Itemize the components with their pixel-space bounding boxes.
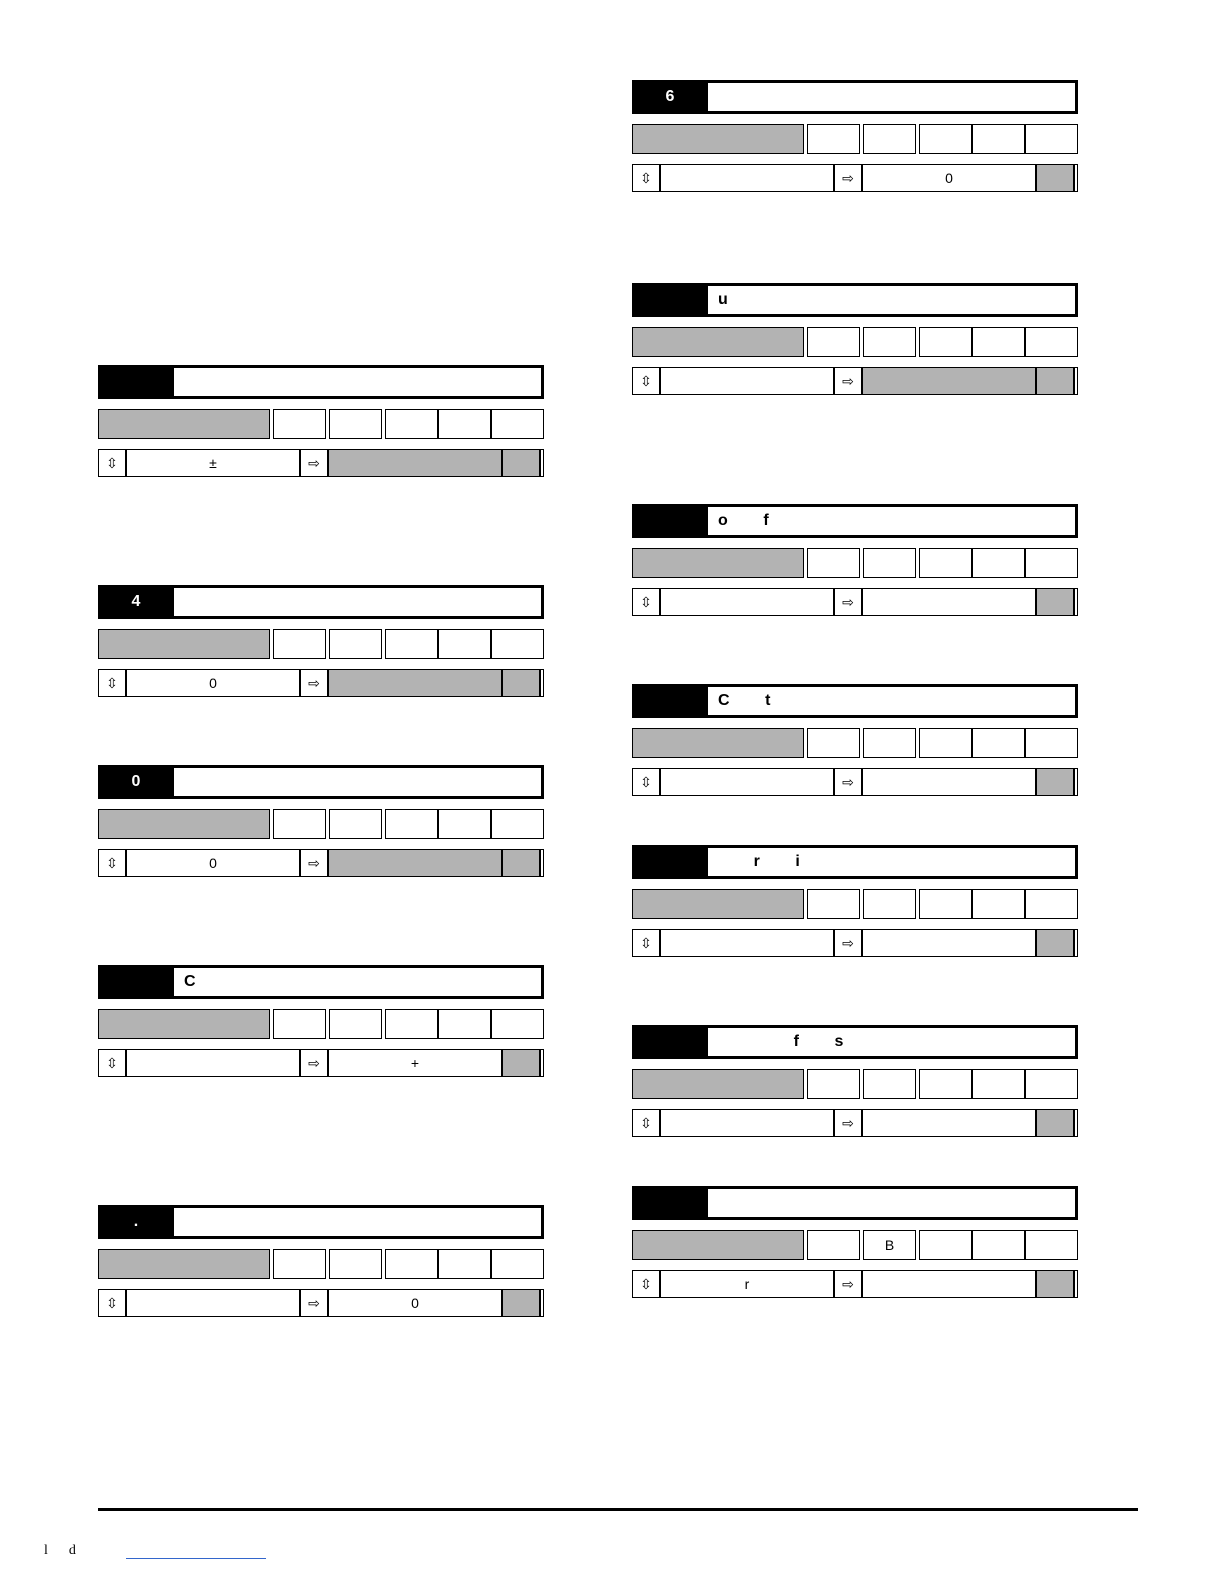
- coding-cell: [972, 889, 1025, 919]
- parameter-title: C t: [718, 692, 771, 709]
- grey-end-cell: [502, 849, 540, 877]
- parameter-block: [632, 684, 1078, 798]
- coding-cell: [972, 327, 1025, 357]
- parameter-number: [632, 684, 708, 718]
- range-row: [632, 588, 1078, 616]
- parameter-number: .: [98, 1205, 174, 1239]
- parameter-header: [98, 1205, 544, 1239]
- range-row: [98, 669, 544, 697]
- parameter-number: 6: [632, 80, 708, 114]
- grey-end-cell: [1036, 929, 1074, 957]
- coding-row: [98, 409, 544, 439]
- up-down-arrow-icon: ⇳: [98, 1049, 126, 1077]
- range-value: [660, 768, 834, 796]
- up-down-arrow-icon: ⇳: [632, 367, 660, 395]
- end-border: [540, 1049, 544, 1077]
- parameter-header: [632, 1186, 1078, 1220]
- grey-end-cell: [502, 669, 540, 697]
- coding-cell: [919, 548, 972, 578]
- coding-cell: [385, 629, 438, 659]
- range-row: [98, 449, 544, 477]
- coding-cell: [1025, 889, 1078, 919]
- coding-cell: [1025, 327, 1078, 357]
- range-value: r: [660, 1270, 834, 1298]
- parameter-header: [632, 504, 1078, 538]
- parameter-block: [632, 283, 1078, 397]
- end-border: [1074, 1270, 1078, 1298]
- right-arrow-icon: ⇨: [834, 164, 862, 192]
- coding-cell: [863, 124, 916, 154]
- range-value: [126, 1049, 300, 1077]
- up-down-arrow-icon: ⇳: [632, 1270, 660, 1298]
- parameter-number: 0: [98, 765, 174, 799]
- up-down-arrow-icon: ⇳: [632, 588, 660, 616]
- coding-cell: [329, 1009, 382, 1039]
- coding-grey-cell: [632, 548, 804, 578]
- grey-end-cell: [502, 1049, 540, 1077]
- coding-cell: B: [863, 1230, 916, 1260]
- coding-cell: [972, 728, 1025, 758]
- coding-cell: [919, 124, 972, 154]
- parameter-block: [632, 1186, 1078, 1300]
- range-value: 0: [126, 849, 300, 877]
- coding-cell: [385, 1009, 438, 1039]
- default-value: [862, 1109, 1036, 1137]
- right-arrow-icon: ⇨: [300, 1049, 328, 1077]
- parameter-header: [632, 1025, 1078, 1059]
- default-value: +: [328, 1049, 502, 1077]
- up-down-arrow-icon: ⇳: [98, 849, 126, 877]
- range-value: [660, 588, 834, 616]
- end-border: [540, 449, 544, 477]
- default-value: [862, 588, 1036, 616]
- coding-cell: [273, 1249, 326, 1279]
- coding-row: [632, 1230, 1078, 1260]
- right-arrow-icon: ⇨: [300, 1289, 328, 1317]
- default-value: [862, 367, 1036, 395]
- right-arrow-icon: ⇨: [834, 768, 862, 796]
- parameter-header: [98, 365, 544, 399]
- coding-row: [98, 1009, 544, 1039]
- coding-row: [632, 889, 1078, 919]
- coding-cell: [863, 548, 916, 578]
- coding-cell: [491, 1009, 544, 1039]
- up-down-arrow-icon: ⇳: [632, 929, 660, 957]
- coding-grey-cell: [632, 889, 804, 919]
- default-value: 0: [862, 164, 1036, 192]
- parameter-block: [98, 965, 544, 1079]
- coding-row: [98, 1249, 544, 1279]
- up-down-arrow-icon: ⇳: [98, 449, 126, 477]
- coding-cell: [273, 629, 326, 659]
- default-value: [862, 929, 1036, 957]
- coding-cell: [385, 809, 438, 839]
- coding-cell: [863, 1069, 916, 1099]
- coding-cell: [438, 409, 491, 439]
- end-border: [1074, 164, 1078, 192]
- coding-row: [632, 728, 1078, 758]
- coding-grey-cell: [98, 409, 270, 439]
- coding-cell: [972, 1069, 1025, 1099]
- coding-cell: [1025, 1069, 1078, 1099]
- parameter-title: u: [718, 291, 728, 308]
- coding-cell: [438, 1249, 491, 1279]
- coding-cell: [273, 1009, 326, 1039]
- parameter-header: [98, 965, 544, 999]
- parameter-title: o f: [718, 512, 769, 529]
- coding-cell: [919, 728, 972, 758]
- range-row: [632, 164, 1078, 192]
- parameter-block: [98, 365, 544, 479]
- coding-row: [632, 1069, 1078, 1099]
- coding-grey-cell: [98, 809, 270, 839]
- coding-cell: [329, 1249, 382, 1279]
- range-value: [660, 1109, 834, 1137]
- parameter-header: [98, 585, 544, 619]
- coding-grey-cell: [632, 327, 804, 357]
- parameter-number: [632, 1186, 708, 1220]
- coding-cell: [807, 889, 860, 919]
- right-arrow-icon: ⇨: [300, 849, 328, 877]
- coding-cell: [807, 728, 860, 758]
- right-arrow-icon: ⇨: [834, 1109, 862, 1137]
- parameter-number: [632, 504, 708, 538]
- parameter-title: C: [184, 973, 196, 990]
- default-value: [328, 669, 502, 697]
- parameter-block: [98, 1205, 544, 1319]
- default-value: [328, 449, 502, 477]
- coding-cell: [919, 327, 972, 357]
- range-row: [98, 1049, 544, 1077]
- right-arrow-icon: ⇨: [834, 367, 862, 395]
- coding-cell: [807, 548, 860, 578]
- coding-grey-cell: [632, 124, 804, 154]
- parameter-header: [632, 684, 1078, 718]
- coding-grey-cell: [632, 1069, 804, 1099]
- parameter-block: [632, 1025, 1078, 1139]
- default-value: [328, 849, 502, 877]
- coding-row: [632, 327, 1078, 357]
- parameter-header: [632, 283, 1078, 317]
- coding-cell: [807, 124, 860, 154]
- up-down-arrow-icon: ⇳: [98, 669, 126, 697]
- coding-row: [632, 548, 1078, 578]
- default-value: [862, 1270, 1036, 1298]
- coding-cell: [385, 409, 438, 439]
- coding-cell: [972, 1230, 1025, 1260]
- parameter-title: f s: [718, 1033, 844, 1050]
- coding-cell: [1025, 124, 1078, 154]
- coding-cell: [863, 889, 916, 919]
- parameter-number: [98, 965, 174, 999]
- coding-cell: [329, 409, 382, 439]
- range-value: 0: [126, 669, 300, 697]
- range-row: [632, 1109, 1078, 1137]
- range-value: [660, 929, 834, 957]
- end-border: [540, 849, 544, 877]
- parameter-block: [98, 585, 544, 699]
- range-value: [126, 1289, 300, 1317]
- coding-cell: [863, 327, 916, 357]
- coding-grey-cell: [98, 1249, 270, 1279]
- coding-cell: [385, 1249, 438, 1279]
- default-value: 0: [328, 1289, 502, 1317]
- coding-grey-cell: [632, 1230, 804, 1260]
- coding-cell: [919, 889, 972, 919]
- parameter-block: [632, 845, 1078, 959]
- coding-cell: [1025, 728, 1078, 758]
- default-value: [862, 768, 1036, 796]
- parameter-header: [98, 765, 544, 799]
- parameter-number: 4: [98, 585, 174, 619]
- coding-grey-cell: [632, 728, 804, 758]
- grey-end-cell: [1036, 588, 1074, 616]
- coding-cell: [438, 809, 491, 839]
- range-row: [632, 367, 1078, 395]
- right-arrow-icon: ⇨: [300, 669, 328, 697]
- parameter-block: [632, 80, 1078, 194]
- coding-cell: [438, 629, 491, 659]
- grey-end-cell: [1036, 367, 1074, 395]
- coding-cell: [491, 629, 544, 659]
- grey-end-cell: [502, 449, 540, 477]
- coding-cell: [273, 409, 326, 439]
- right-arrow-icon: ⇨: [300, 449, 328, 477]
- coding-cell: [807, 1069, 860, 1099]
- coding-cell: [863, 728, 916, 758]
- range-row: [632, 1270, 1078, 1298]
- coding-cell: [1025, 1230, 1078, 1260]
- parameter-block: [632, 504, 1078, 618]
- grey-end-cell: [1036, 768, 1074, 796]
- grey-end-cell: [502, 1289, 540, 1317]
- coding-row: [98, 629, 544, 659]
- up-down-arrow-icon: ⇳: [98, 1289, 126, 1317]
- footer-rule: [98, 1508, 1138, 1511]
- range-value: [660, 367, 834, 395]
- parameter-number: [632, 283, 708, 317]
- end-border: [1074, 367, 1078, 395]
- range-row: [632, 768, 1078, 796]
- parameter-header: [632, 845, 1078, 879]
- parameter-block: [98, 765, 544, 879]
- parameter-number: [632, 845, 708, 879]
- range-row: [98, 1289, 544, 1317]
- end-border: [1074, 768, 1078, 796]
- end-border: [540, 1289, 544, 1317]
- up-down-arrow-icon: ⇳: [632, 164, 660, 192]
- coding-cell: [491, 809, 544, 839]
- range-row: [98, 849, 544, 877]
- right-arrow-icon: ⇨: [834, 929, 862, 957]
- coding-cell: [807, 327, 860, 357]
- coding-cell: [972, 548, 1025, 578]
- coding-row: [632, 124, 1078, 154]
- right-arrow-icon: ⇨: [834, 588, 862, 616]
- coding-cell: [491, 1249, 544, 1279]
- grey-end-cell: [1036, 164, 1074, 192]
- right-arrow-icon: ⇨: [834, 1270, 862, 1298]
- coding-grey-cell: [98, 629, 270, 659]
- coding-cell: [438, 1009, 491, 1039]
- coding-cell: [273, 809, 326, 839]
- coding-cell: [491, 409, 544, 439]
- end-border: [1074, 588, 1078, 616]
- range-value: ±: [126, 449, 300, 477]
- coding-grey-cell: [98, 1009, 270, 1039]
- end-border: [540, 669, 544, 697]
- range-value: [660, 164, 834, 192]
- coding-cell: [807, 1230, 860, 1260]
- up-down-arrow-icon: ⇳: [632, 768, 660, 796]
- coding-cell: [329, 629, 382, 659]
- coding-cell: [329, 809, 382, 839]
- coding-row: [98, 809, 544, 839]
- parameter-number: [632, 1025, 708, 1059]
- end-border: [1074, 1109, 1078, 1137]
- coding-cell: [972, 124, 1025, 154]
- coding-cell: [919, 1069, 972, 1099]
- up-down-arrow-icon: ⇳: [632, 1109, 660, 1137]
- footer-link-underline: [126, 1558, 266, 1559]
- grey-end-cell: [1036, 1109, 1074, 1137]
- range-row: [632, 929, 1078, 957]
- parameter-number: [98, 365, 174, 399]
- footer-text: l d: [44, 1543, 76, 1558]
- parameter-title: r i: [718, 853, 800, 870]
- grey-end-cell: [1036, 1270, 1074, 1298]
- coding-cell: [919, 1230, 972, 1260]
- coding-cell: [1025, 548, 1078, 578]
- end-border: [1074, 929, 1078, 957]
- parameter-header: [632, 80, 1078, 114]
